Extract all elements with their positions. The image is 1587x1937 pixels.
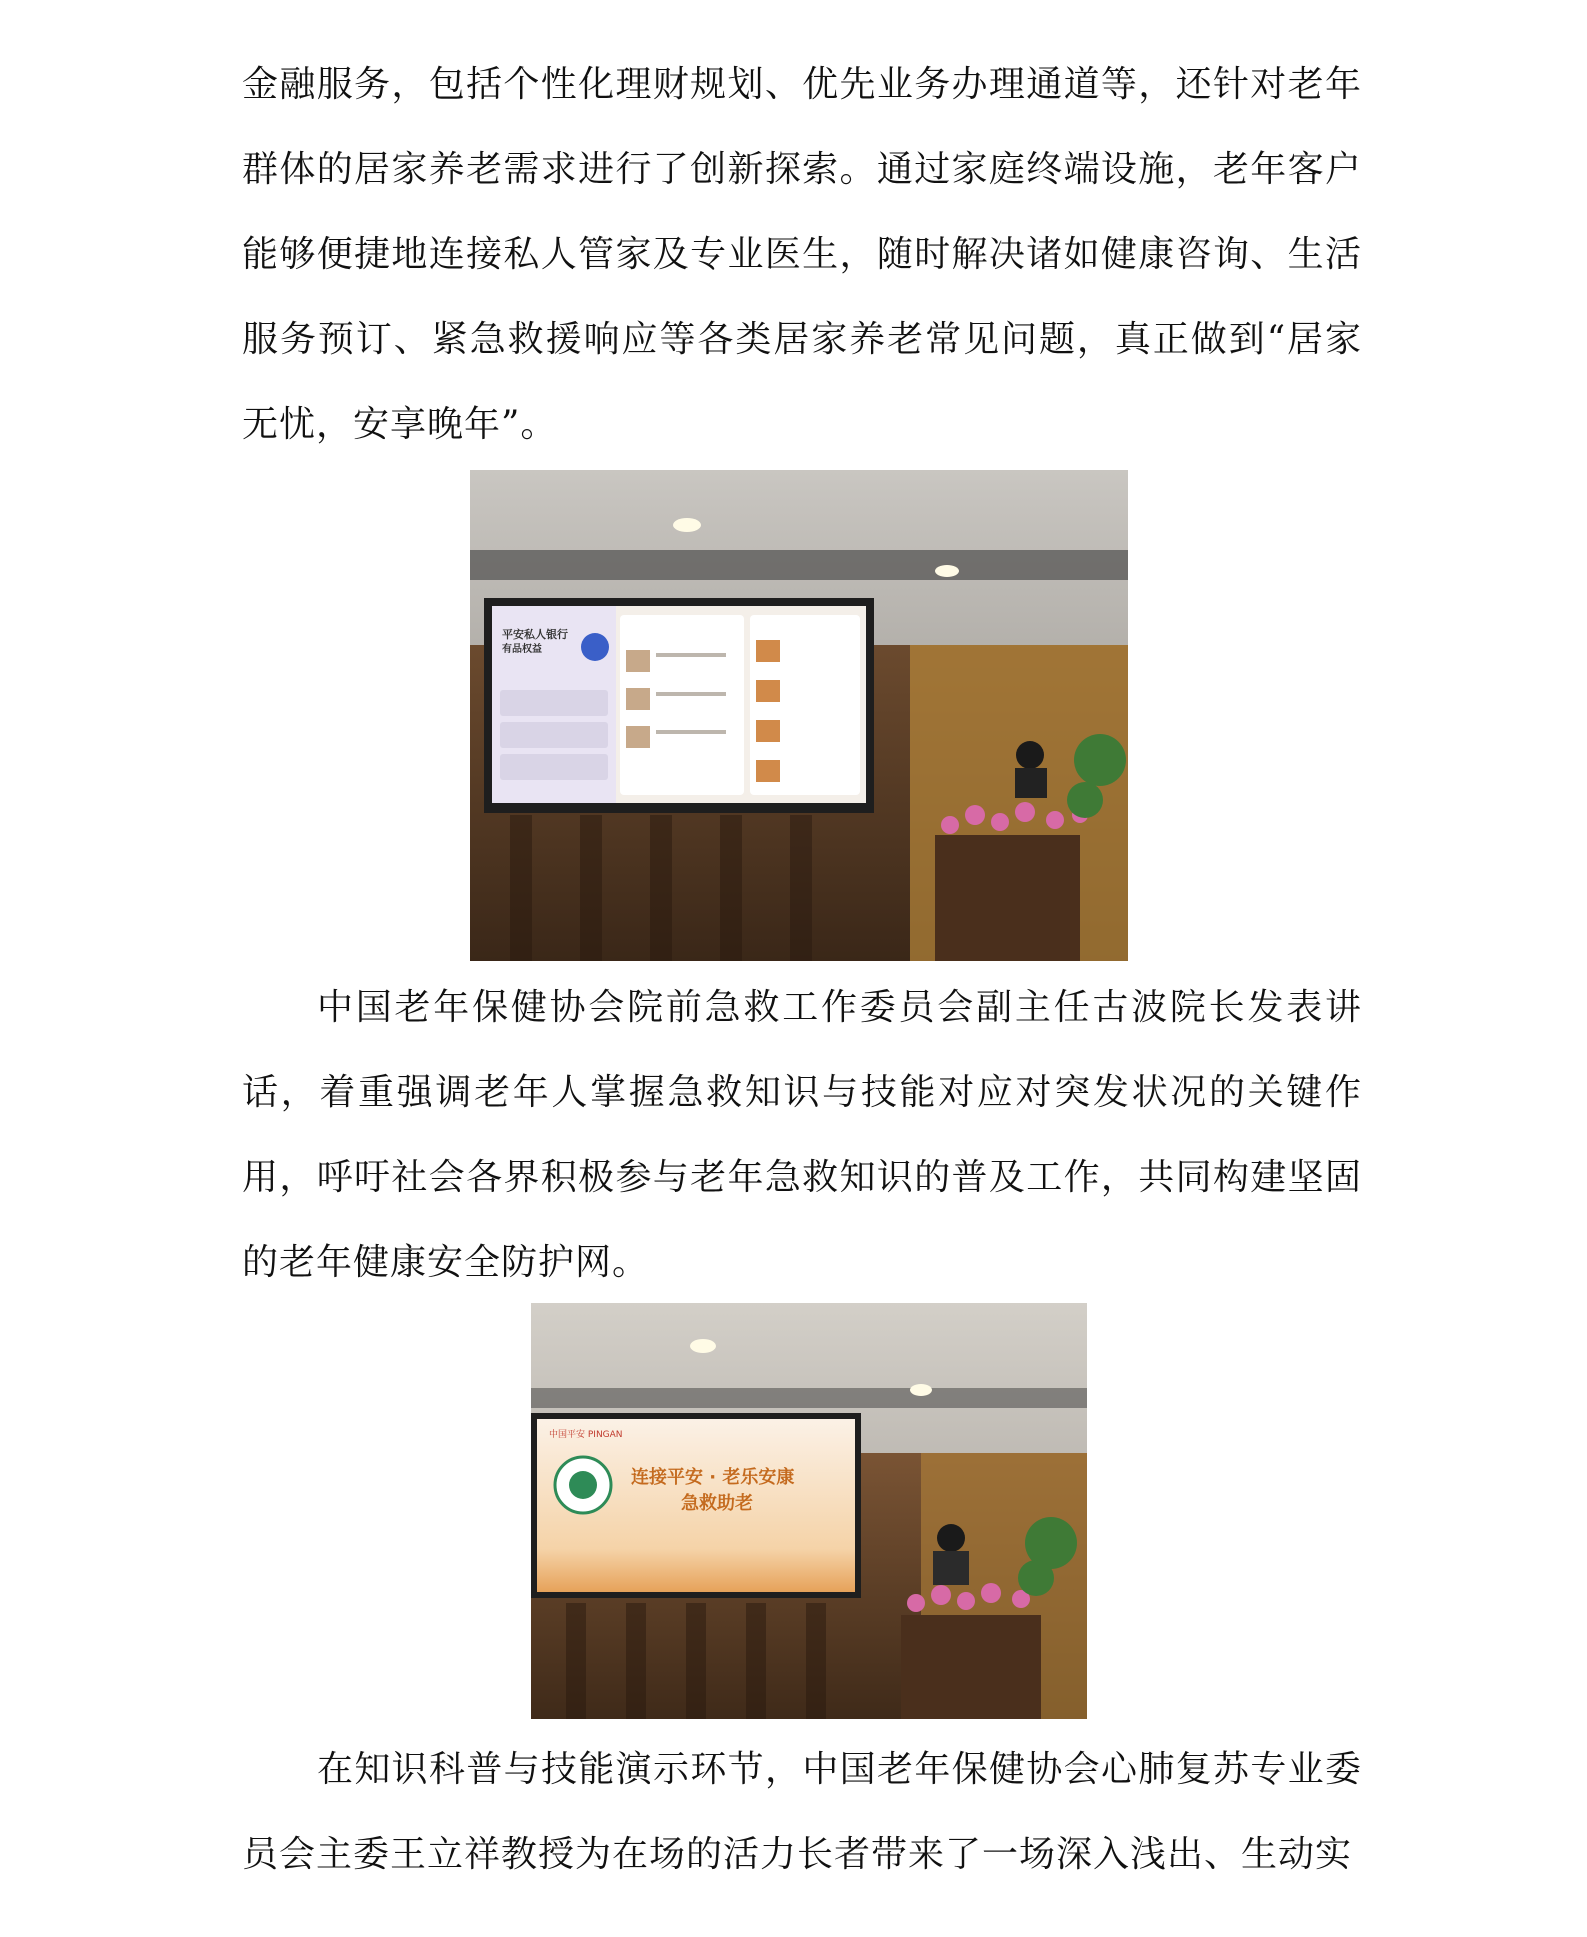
paragraph-demonstration: 在知识科普与技能演示环节，中国老年保健协会心肺复苏专业委员会主委王立祥教授为在场的活力长者带来了一场深入浅出、生动实 xyxy=(242,1749,1362,1875)
slide-subtitle: 有品权益 xyxy=(502,644,542,655)
paragraph-speech: 中国老年保健协会院前急救工作委员会副主任古波院长发表讲话，着重强调老年人掌握急救知识与技能对应对突发状况的关键作用，呼吁社会各界积极参与老年急救知识的普及工作，共同构建坚固的老年健康安全防护网。 xyxy=(242,987,1362,1283)
photo-illustration xyxy=(531,1303,1087,1719)
slide-brand: 中国平安 PINGAN xyxy=(549,1430,623,1440)
conference-photo-speaker xyxy=(531,1303,1087,1719)
paragraph-intro: 金融服务，包括个性化理财规划、优先业务办理通道等，还针对老年群体的居家养老需求进行了创新探索。通过家庭终端设施，老年客户能够便捷地连接私人管家及专业医生，随时解决诸如健康咨询、生活服务预订、紧急救援响应等各类居家养老常见问题，真正做到“居家无忧，安享晚年”。 xyxy=(242,64,1362,445)
conference-photo-presentation xyxy=(470,470,1128,961)
slide-title: 平安私人银行 xyxy=(502,628,568,641)
photo-illustration xyxy=(470,470,1128,961)
slide-title-line2: 急救助老 xyxy=(681,1493,753,1514)
slide-title-line1: 连接平安 · 老乐安康 xyxy=(631,1467,795,1488)
